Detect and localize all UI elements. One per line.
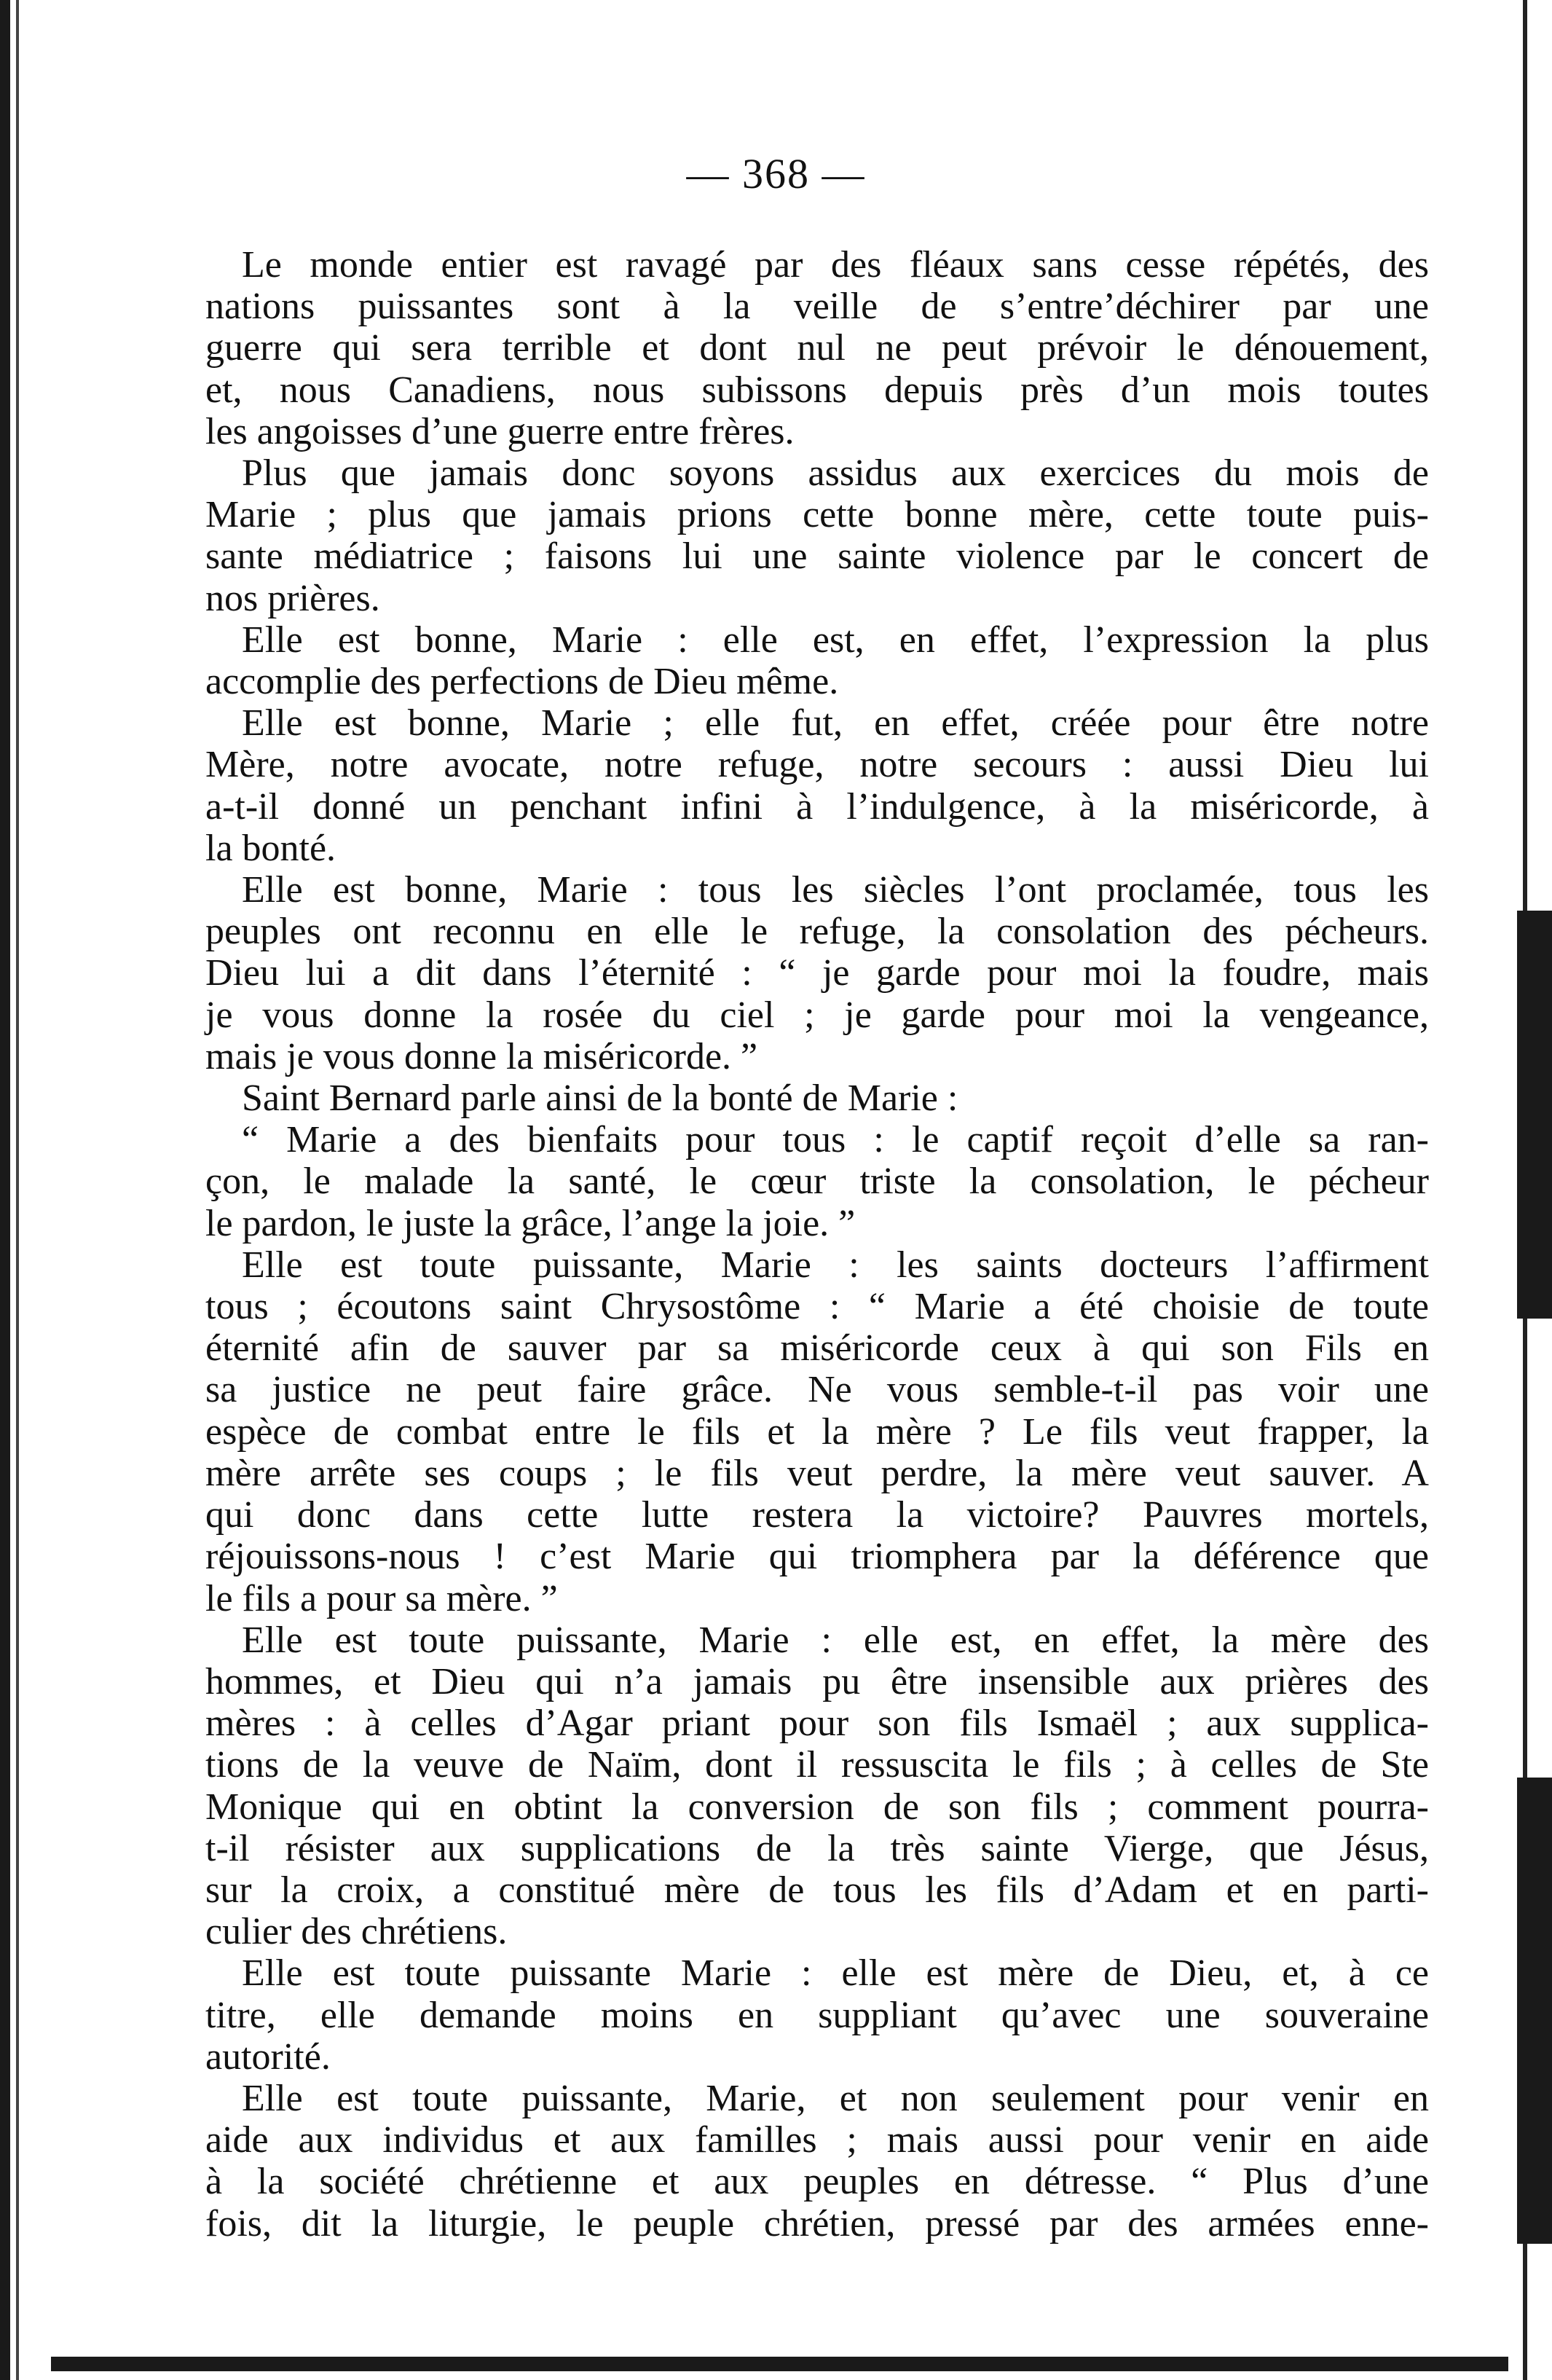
text-line: Elle est toute puissante Marie : elle est mère de Dieu, et, à ce bbox=[242, 1952, 1429, 1995]
text-line: nos prières. bbox=[205, 577, 380, 619]
text-line: mais je vous donne la miséricorde. ” bbox=[205, 1035, 758, 1077]
text-line: tous ; écoutons saint Chrysostôme : “ Marie a été choisie de toute bbox=[205, 1286, 1429, 1328]
text-line: Dieu lui a dit dans l’éternité : “ je garde pour moi la foudre, mais bbox=[205, 952, 1429, 994]
text-line: a-t-il donné un penchant infini à l’indulgence, à la miséricorde, à bbox=[205, 785, 1429, 828]
text-line: sa justice ne peut faire grâce. Ne vous semble-t-il pas voir une bbox=[205, 1369, 1429, 1411]
text-line: çon, le malade la santé, le cœur triste la consolation, le pécheur bbox=[205, 1160, 1429, 1203]
page-number: — 368 — bbox=[686, 150, 866, 197]
text-line: réjouissons-nous ! c’est Marie qui triomphera par la déférence que bbox=[205, 1536, 1429, 1578]
text-line: Elle est bonne, Marie : elle est, en effet, l’expression la plus bbox=[242, 618, 1429, 661]
text-line: Monique qui en obtint la conversion de son fils ; comment pourra- bbox=[205, 1786, 1429, 1828]
text-line: la bonté. bbox=[205, 827, 336, 869]
text-line: guerre qui sera terrible et dont nul ne peut prévoir le dénouement, bbox=[205, 327, 1429, 369]
text-line: nations puissantes sont à la veille de s’entre’déchirer par une bbox=[205, 286, 1429, 328]
text-line: espèce de combat entre le fils et la mère ? Le fils veut frapper, la bbox=[205, 1410, 1429, 1453]
text-line: qui donc dans cette lutte restera la victoire? Pauvres mortels, bbox=[205, 1494, 1429, 1536]
text-line: hommes, et Dieu qui n’a jamais pu être insensible aux prières des bbox=[205, 1660, 1429, 1702]
text-line: Elle est bonne, Marie : tous les siècles l’ont proclamée, tous les bbox=[242, 869, 1429, 911]
text-line: Elle est toute puissante, Marie : elle est, en effet, la mère des bbox=[242, 1619, 1429, 1661]
text-line: t-il résister aux supplications de la très sainte Vierge, que Jésus, bbox=[205, 1827, 1429, 1869]
text-line: fois, dit la liturgie, le peuple chrétien, pressé par des armées enne- bbox=[205, 2202, 1429, 2244]
text-line: peuples ont reconnu en elle le refuge, la consolation des pécheurs. bbox=[205, 911, 1429, 953]
text-line: Elle est toute puissante, Marie : les saints docteurs l’affirment bbox=[242, 1244, 1429, 1286]
bottom-edge-shadow bbox=[51, 2357, 1508, 2371]
right-edge-shadow-bottom bbox=[1517, 1778, 1552, 2244]
text-line: autorité. bbox=[205, 2035, 331, 2078]
text-line: le fils a pour sa mère. ” bbox=[205, 1577, 558, 1619]
text-line: mères : à celles d’Agar priant pour son fils Ismaël ; aux supplica- bbox=[205, 1702, 1429, 1745]
left-binding-edge bbox=[0, 0, 25, 2380]
text-line: Mère, notre avocate, notre refuge, notre secours : aussi Dieu lui bbox=[205, 744, 1429, 786]
text-line: “ Marie a des bienfaits pour tous : le captif reçoit d’elle sa ran- bbox=[242, 1119, 1429, 1161]
text-line: Plus que jamais donc soyons assidus aux exercices du mois de bbox=[242, 452, 1429, 495]
text-line: mère arrête ses coups ; le fils veut perdre, la mère veut sauver. A bbox=[205, 1452, 1429, 1494]
text-line: aide aux individus et aux familles ; mais aussi pour venir en aide bbox=[205, 2119, 1429, 2161]
text-line: Elle est bonne, Marie ; elle fut, en effet, créée pour être notre bbox=[242, 702, 1429, 745]
text-line: culier des chrétiens. bbox=[205, 1911, 508, 1953]
text-line: Elle est toute puissante, Marie, et non seulement pour venir en bbox=[242, 2077, 1429, 2119]
text-line: à la société chrétienne et aux peuples en détresse. “ Plus d’une bbox=[205, 2161, 1429, 2203]
text-line: sur la croix, a constitué mère de tous les fils d’Adam et en parti- bbox=[205, 1869, 1429, 1911]
text-line: éternité afin de sauver par sa miséricorde ceux à qui son Fils en bbox=[205, 1327, 1429, 1370]
text-line: Le monde entier est ravagé par des fléaux sans cesse répétés, des bbox=[242, 244, 1429, 286]
text-line: accomplie des perfections de Dieu même. bbox=[205, 661, 839, 703]
text-line: Marie ; plus que jamais prions cette bonne mère, cette toute puis- bbox=[205, 494, 1429, 536]
body-text bbox=[205, 244, 1429, 2244]
text-line: je vous donne la rosée du ciel ; je garde pour moi la vengeance, bbox=[205, 994, 1429, 1036]
text-line: sante médiatrice ; faisons lui une sainte violence par le concert de bbox=[205, 535, 1429, 578]
text-line: le pardon, le juste la grâce, l’ange la joie. ” bbox=[205, 1202, 856, 1244]
text-line: Saint Bernard parle ainsi de la bonté de Marie : bbox=[242, 1077, 958, 1120]
text-line: et, nous Canadiens, nous subissons depuis près d’un mois toutes bbox=[205, 369, 1429, 411]
text-line: les angoisses d’une guerre entre frères. bbox=[205, 410, 795, 452]
right-edge-shadow-top bbox=[1517, 911, 1552, 1319]
text-line: titre, elle demande moins en suppliant qu’avec une souveraine bbox=[205, 1994, 1429, 2036]
text-line: tions de la veuve de Naïm, dont il ressuscita le fils ; à celles de Ste bbox=[205, 1744, 1429, 1786]
